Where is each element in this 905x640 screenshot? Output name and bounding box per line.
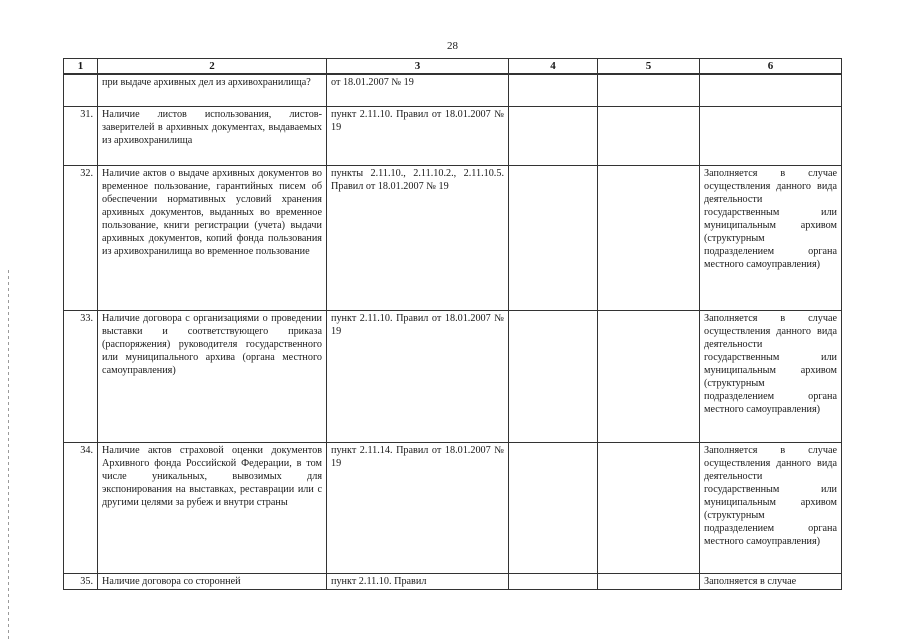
header-col-1: 1: [64, 59, 98, 75]
scan-edge-mark: [8, 270, 9, 640]
table-row: [64, 310, 842, 442]
answer-cell: [509, 165, 598, 310]
answer-cell: [598, 310, 700, 442]
legal-reference: пункт 2.11.10. Правил от 18.01.2007 № 19: [327, 310, 509, 442]
legal-reference: пункт 2.11.10. Правил: [327, 573, 509, 589]
inspection-table: [63, 58, 842, 590]
legal-reference: пункты 2.11.10., 2.11.10.2., 2.11.10.5. Правил от 18.01.2007 № 19: [327, 165, 509, 310]
row-number: 34.: [64, 442, 98, 573]
row-number: 31.: [64, 106, 98, 165]
answer-cell: [509, 442, 598, 573]
requirement-text: Наличие договора с организациями о проведении выставки и соответствующего приказа (распоряжения) руководителя государственного или муниципального архива (органа местного самоуправления): [98, 310, 327, 442]
note-cell: Заполняется в случае осуществления данного вида деятельности государственным или муниципальным архивом (структурным подразделением органа местного самоуправления): [700, 442, 842, 573]
answer-cell: [509, 310, 598, 442]
note-cell: [700, 106, 842, 165]
note-cell: Заполняется в случае осуществления данного вида деятельности государственным или муниципальным архивом (структурным подразделением органа местного самоуправления): [700, 165, 842, 310]
requirement-text: при выдаче архивных дел из архивохранилища?: [98, 74, 327, 106]
row-number: [64, 74, 98, 106]
header-col-4: 4: [509, 59, 598, 75]
header-col-2: 2: [98, 59, 327, 75]
page-number: 28: [447, 40, 458, 52]
legal-reference: пункт 2.11.10. Правил от 18.01.2007 № 19: [327, 106, 509, 165]
answer-cell: [598, 165, 700, 310]
requirement-text: Наличие договора со сторонней: [98, 573, 327, 589]
requirement-text: Наличие актов о выдаче архивных документов во временное пользование, гарантийных писем об обеспечении нормативных условий хранения архивных документов, выданных во временное пользование, книги регистрации (учета) выдачи архивных документов, копий фонда пользования из архивохранилища во временное пользование: [98, 165, 327, 310]
note-cell: [700, 74, 842, 106]
note-cell: Заполняется в случае осуществления данного вида деятельности государственным или муниципальным архивом (структурным подразделением органа местного самоуправления): [700, 310, 842, 442]
answer-cell: [598, 74, 700, 106]
table-row: [64, 442, 842, 573]
answer-cell: [509, 106, 598, 165]
row-number: 32.: [64, 165, 98, 310]
answer-cell: [598, 573, 700, 589]
answer-cell: [598, 106, 700, 165]
header-col-6: 6: [700, 59, 842, 75]
table-row: [64, 165, 842, 310]
answer-cell: [509, 74, 598, 106]
note-cell: Заполняется в случае: [700, 573, 842, 589]
legal-reference: от 18.01.2007 № 19: [327, 74, 509, 106]
header-row: [64, 59, 842, 75]
legal-reference: пункт 2.11.14. Правил от 18.01.2007 № 19: [327, 442, 509, 573]
header-col-5: 5: [598, 59, 700, 75]
requirement-text: Наличие актов страховой оценки документов Архивного фонда Российской Федерации, в том числе уникальных, вывозимых для экспонирования на выставках, реставрации или с другими целями за рубеж и внутри страны: [98, 442, 327, 573]
row-number: 33.: [64, 310, 98, 442]
answer-cell: [598, 442, 700, 573]
table-row: [64, 106, 842, 165]
table-row: [64, 573, 842, 589]
requirement-text: Наличие листов использования, листов-заверителей в архивных документах, выдаваемых из архивохранилища: [98, 106, 327, 165]
table-row: [64, 74, 842, 106]
header-col-3: 3: [327, 59, 509, 75]
answer-cell: [509, 573, 598, 589]
row-number: 35.: [64, 573, 98, 589]
